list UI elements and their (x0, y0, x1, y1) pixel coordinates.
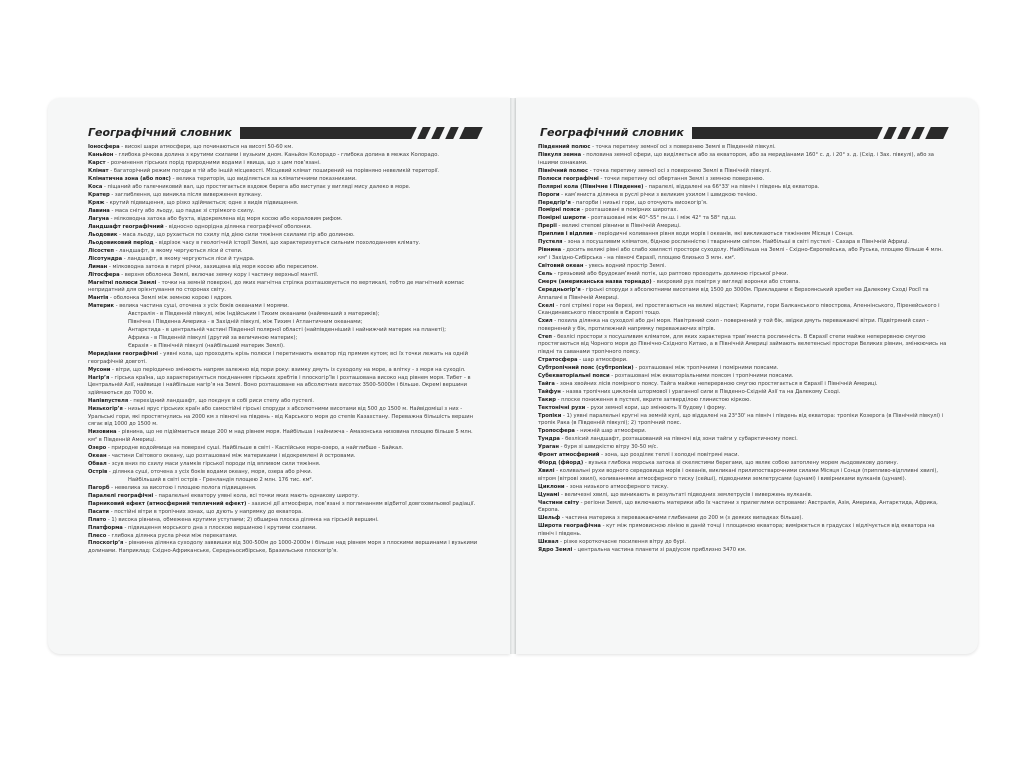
entry-definition: - зсув вниз по схилу маси уламків гірської породи під впливом сили тяжіння. (106, 460, 321, 467)
dictionary-entry (538, 365, 948, 373)
dictionary-entry (88, 200, 480, 208)
entry-definition: Євразія - в Північній півкулі (найбільший материк Землі). (128, 343, 285, 350)
dictionary-entry (538, 168, 948, 176)
dictionary-entry (538, 500, 948, 515)
entry-definition: - крутий підвищення, що різко здіймається; одне з видів підвищення. (104, 199, 299, 206)
open-dictionary-book (48, 98, 978, 654)
entry-term: Плесо (88, 532, 107, 539)
dictionary-entry (88, 445, 480, 453)
entry-definition: - рівнинна ділянка суходолу заввишки від 300-500м до 1000-2000м і більше над рівнем моря з плоскими вершинами і вузькими долинами. Наприклад: Східно-Африканське, Середньосибірське, Бразильське плоскогір’я. (88, 540, 478, 555)
dictionary-entry (88, 493, 480, 501)
entry-term: Тайга (538, 380, 555, 387)
entry-term: Ураган (538, 444, 560, 451)
dictionary-entry (538, 152, 948, 167)
entry-term: Плоскогір’я (88, 540, 124, 547)
entry-definition: - коливальні рухи водного середовища морів і океанів, викликані прилипостварочними силами Місяця і Сонця (припливо-відпливні хвилі), вітром (вітрові хвилі), коливаннями атмосферного тиску (сейші), підводними землетрусами (цунамі) і вивірниками вулканів (цунамі). (538, 468, 939, 482)
left-page-header (84, 124, 480, 142)
entry-term: Кратер (88, 191, 110, 198)
entry-term: Південний полюс (538, 144, 591, 150)
dictionary-entry (538, 413, 948, 428)
entry-term: Півкуля земна (538, 151, 582, 158)
entry-term: Північний полюс (538, 167, 589, 174)
entry-definition: - ландшафт, в якому чергуються ліси й степи. (113, 247, 243, 254)
entry-definition: - вузька глибока морська затока зі скелястими берегами, що являє собою затоплену морем льодовикову долину. (583, 460, 899, 467)
left-page (48, 98, 510, 654)
entry-definition: - половина земної сфери, що виділяється або за екватором, або за меридіанами 160° с. д. і 20° з. д. (Схід. і Зах. півкулі), або за іншими ознаками. (538, 151, 934, 166)
entry-definition: - відрізок часу в геологічній історії Землі, що характеризується сильним похолоданням клімату. (153, 239, 421, 246)
dictionary-entry (88, 429, 480, 444)
entry-definition: - вітри, що періодично змінюють напрям залежно від пори року: взимку дмуть із суходолу на море, а влітку - з моря на суходіл. (110, 366, 466, 373)
dictionary-entry (538, 318, 948, 333)
dictionary-entry (88, 184, 480, 192)
dictionary-entry (538, 539, 948, 547)
dictionary-entry (88, 280, 480, 295)
entry-definition: - нижній шар атмосфери. (574, 428, 647, 435)
dictionary-entry (538, 428, 948, 436)
entry-term: Пагорб (88, 484, 110, 491)
entry-term: Лісотундра (88, 255, 123, 262)
dictionary-entry (88, 295, 480, 303)
dictionary-entry (88, 398, 480, 406)
dictionary-entry (538, 460, 948, 468)
dictionary-entry (538, 200, 948, 208)
dictionary-entry (88, 224, 480, 232)
dictionary-entry (538, 381, 948, 389)
entry-term: Ландшафт географічний (88, 223, 164, 230)
dictionary-entry (88, 485, 480, 493)
entry-definition: - багаторічний режим погоди в тій або іншій місцевості. Місцевий клімат поширений на порівняно невеликій території. (108, 167, 440, 174)
entry-term: Субекваторіальні пояси (538, 372, 610, 379)
entry-definition: - маса снігу або льоду, що падає зі стрімкого схилу. (109, 207, 255, 214)
dictionary-entry (538, 144, 948, 152)
entry-definition: - різке короткочасне посилення вітру до бурі. (558, 538, 687, 545)
entry-term: Плато (88, 516, 107, 523)
left-entries-list (88, 144, 480, 556)
entry-term: Передгір’я (538, 199, 571, 206)
dictionary-entry (88, 264, 480, 272)
entry-definition: - 1) уявні паралельні кругні на земній кулі, що віддалені на 23°30' на північ і південь від екватора: тропіки Козерога (в Північній півкулі) і тропік Рака (в Південній півкулі); 2) тропічний пояс. (538, 412, 944, 427)
entry-definition: - постійні вітри в тропічних зонах, що дують у напрямку до екватора. (109, 508, 303, 515)
dictionary-entry (88, 509, 480, 517)
entry-term: Клімат (88, 167, 109, 174)
entry-definition: - гірські споруди з абсолютними висотами від 1500 до 3000м. Прикладами є Верхоянський хребет на Далекому Сході Росії та Аппалачі в Північній Америці. (538, 286, 929, 301)
dictionary-entry (88, 168, 480, 176)
entry-term: Сель (538, 270, 553, 277)
entry-definition: - мілководна затока в гирлі річки, захищена від моря косою або пересипом. (107, 263, 319, 270)
entry-definition: - буря зі швидкістю вітру 30-50 м/с. (559, 444, 659, 451)
dictionary-entry (538, 239, 948, 247)
entry-definition: Австралія - в Південній півкулі, між Індійським і Тихим океанами (найменший з материків); (128, 311, 380, 318)
dictionary-entry (88, 533, 480, 541)
entry-term: Степ (538, 333, 552, 340)
dictionary-entry (538, 279, 948, 287)
right-page-header (536, 124, 946, 142)
entry-term: Лісостеп (88, 247, 114, 254)
dictionary-entry (538, 484, 948, 492)
entry-term: Полярні кола (Північне і Південне) (538, 183, 644, 190)
entry-definition: - похила ділянка на суходолі або дні моря. Навітряний схил - повернений у той бік, звідки дмуть переважаючі вітри. Підвітряний схил - повернений у бік, протилежний напрямку переважаючих вітрів. (538, 318, 929, 332)
dictionary-entry (88, 192, 480, 200)
entry-definition: - глибока річкова долина з крутими схилами і вузьким дном. Каньйон Колорадо - глибока долина в межах Колорадо. (113, 151, 440, 158)
dictionary-entry (538, 492, 948, 500)
dictionary-entry (538, 176, 948, 184)
entry-definition: - зона хвойних лісів помірного поясу. Тайга майже неперервною смугою простягається в Євразії і Північній Америці. (554, 380, 878, 387)
dictionary-entry (88, 216, 480, 224)
right-page-title: Географічний словник (536, 125, 692, 140)
entry-term: Іоносфера (88, 144, 120, 150)
entry-definition: - захисні дії атмосфери, пов’язані з поглинанням відбитої довгохвильової радіації. (246, 500, 476, 507)
entry-term: Лиман (88, 263, 108, 270)
entry-term: Кряж (88, 199, 105, 206)
entry-definition: - точка перетину земної осі з поверхнею Землі в Південній півкулі. (590, 144, 776, 150)
entry-definition: - безлісий ландшафт, розташований на півночі від зони тайги у субарктичному поясі. (559, 436, 798, 443)
dictionary-entry (538, 405, 948, 413)
entry-term: Мантія (88, 295, 109, 302)
entry-term: Низовина (88, 429, 117, 436)
entry-term: Світовий океан (538, 262, 584, 269)
dictionary-entry (88, 367, 480, 375)
entry-term: Лагуна (88, 215, 109, 222)
dictionary-entry (538, 223, 948, 231)
dictionary-entry (538, 389, 948, 397)
entry-term: Мусони (88, 366, 111, 373)
entry-definition: - зона з посушливим кліматом, бідною рослинністю і тваринним світом. Найбільші в світі пустелі - Сахара в Північній Африці. (562, 239, 910, 246)
entry-definition: - паралелі, віддалені на 66°33' на північ і південь від екватора. (643, 183, 820, 190)
dictionary-entry (538, 523, 948, 538)
entry-definition: Північна і Південна Америка - в Західній півкулі, між Тихим і Атлантичним океанами; (128, 319, 363, 326)
dictionary-entry (538, 436, 948, 444)
dictionary-entry (88, 319, 480, 327)
entry-definition: - природне водоймище на поверхні суші. Найбільше в світі - Каспійське море-озеро, а найглибше - Байкал. (106, 444, 404, 451)
dictionary-entry (538, 373, 948, 381)
entry-definition: - досить великі рівні або слабо хвилясті простори суходолу. Найбільша на Землі - Східно-Європейська, або Руська, площею більше 4 млн. км² і Західно-Сибірська - на півночі Євразії, площею близько 3 млн. км². (538, 247, 943, 261)
entry-term: Стратосфера (538, 356, 578, 363)
dictionary-entry (538, 468, 948, 483)
entry-definition: - мілководна затока або бухта, відокремлена від моря косою або кораловим рифом. (109, 215, 343, 222)
entry-term: Лавина (88, 207, 110, 214)
entry-term: Полюси географічні (538, 175, 599, 182)
entry-definition: - уявні кола, що проходять крізь полюси і перетинають екватор під прямим кутом; всі їх точки лежать на одній географічній довготі. (88, 351, 468, 365)
entry-definition: - регіони Землі, що включають материки або їх частини з прилеглими островами: Австралія, Азія, Америка, Антарктида, Африка, Європа. (538, 499, 938, 514)
entry-definition: - періодичні коливання рівня води морів і океанів, які викликаються тяжінням Місяця і Сонця. (592, 231, 854, 238)
entry-definition: - розташовані між екваторіальними поясом і тропічними поясами. (609, 372, 794, 379)
entry-definition: - розташовані в помірних широтах. (580, 207, 679, 214)
entry-definition: - голі стрімкі гори на березі, які простягаються на великі відстані; Карпати, гори Балканського півострова, Апеннінського, Піренейського і Скандинавського півостровів в Європі тощо. (538, 302, 940, 317)
entry-term: Обвал (88, 460, 107, 467)
entry-term: Помірні широти (538, 215, 586, 222)
right-page (516, 98, 978, 654)
entry-definition: - паралельні екватору уявні кола, всі точки яких мають однакову широту. (153, 492, 360, 499)
dictionary-entry (88, 303, 480, 311)
entry-definition: - частина материка з переважаючими глибинами до 200 м (з деяких випадках більше). (560, 515, 804, 522)
dictionary-entry (538, 334, 948, 357)
entry-definition: - рухи земної кори, що змінюють її будову і форму. (585, 404, 727, 411)
dictionary-entry (88, 176, 480, 184)
entry-term: Пустеля (538, 239, 563, 246)
entry-definition: - точки перетину осі обертання Землі з земною поверхнею. (598, 175, 765, 182)
entry-term: Коса (88, 183, 103, 190)
entry-term: Тектонічні рухи (538, 404, 586, 411)
entry-definition: - зона, що розділяє теплі і холодні повітряні маси. (599, 452, 740, 459)
entry-definition: - глибока ділянка русла річки між перекатами. (106, 532, 238, 539)
entry-term: Карст (88, 159, 106, 166)
entry-definition: - піщаний або галечниковий вал, що простягається вздовж берега або виступає у вигляді мису далеко в море. (102, 183, 411, 190)
entry-definition: - рівнина, що не підіймається вище 200 м над рівнем моря. Найбільша і найнижча - Амазонська низовина площею більше 5 млн. км² в Південній Америці. (88, 429, 473, 443)
entry-definition: - частини Світового океану, що розташовані між материками і відокремлені й островами. (106, 452, 356, 459)
dictionary-entry (88, 469, 480, 477)
entry-term: Льодовиковий період (88, 239, 154, 246)
dictionary-entry (88, 501, 480, 509)
dictionary-entry (88, 406, 480, 429)
entry-term: Фронт атмосферний (538, 452, 600, 459)
entry-definition: - перехідний ландшафт, що поєднує в собі риси степу або пустелі. (128, 397, 314, 404)
entry-definition: - увесь водний простір Землі. (583, 262, 667, 269)
dictionary-entry (88, 240, 480, 248)
dictionary-entry (88, 517, 480, 525)
entry-definition: - велика частина суші, оточена з усіх боків океанами і морями. (114, 303, 289, 310)
entry-term: Тропосфера (538, 428, 575, 435)
dictionary-entry (538, 271, 948, 279)
entry-term: Помірні пояси (538, 207, 580, 214)
dictionary-entry (538, 192, 948, 200)
dictionary-entry (538, 515, 948, 523)
dictionary-entry (88, 208, 480, 216)
entry-term: Прерії (538, 223, 557, 230)
entry-term: Озеро (88, 444, 107, 451)
entry-term: Магнітні полюси Землі (88, 279, 157, 286)
dictionary-entry (88, 453, 480, 461)
entry-definition: - низькі ярус гірських країн або самостійні гірські споруди з абсолютними висотами від 500 до 1500 м. Найвідоміші з них - Уральські гори, які простягнулись на 2000 км з півночі на південь - від Карського моря до степів Казахстану. Переважна більшість вершин сягає від 1000 до 1500 м. (88, 405, 473, 428)
dictionary-entry (538, 184, 948, 192)
entry-term: Материк (88, 303, 115, 310)
entry-term: Нагір’я (88, 374, 110, 381)
dictionary-entry (88, 327, 480, 335)
dictionary-entry (88, 335, 480, 343)
dictionary-entry (88, 152, 480, 160)
entry-term: Пасати (88, 508, 110, 515)
entry-definition: - пагорби і низькі гори, що оточують високогір’я. (570, 199, 708, 206)
entry-term: Тундра (538, 436, 560, 443)
entry-definition: - гірська країна, що характеризується поєднанням гірських хребтів і плоскогір’їв і розташована високо над рівнем моря. Тибет - в Центральній Азії, найвище і найбільше нагір’я на Землі. Воно розташоване на абсолютних висотах 3500-5000м і більше. Окремі вершини здіймаються до 7000 м. (88, 374, 471, 396)
dictionary-entry (88, 232, 480, 240)
entry-term: Літосфера (88, 271, 120, 278)
entry-definition: - ландшафт, в якому чергуються ліси й тундра. (122, 255, 255, 262)
left-page-title: Географічний словник (84, 125, 240, 140)
entry-definition: Найбільший в світі острів - Гренландія площею 2 млн. 176 тис. км². (128, 476, 314, 483)
entry-term: Частини світу (538, 499, 579, 506)
entry-definition: - великі степові рівнини в Північній Америці. (556, 223, 681, 230)
dictionary-entry (88, 540, 480, 555)
entry-term: Океан (88, 452, 107, 459)
dictionary-entry (538, 215, 948, 223)
entry-definition: - високі шари атмосфери, що починаються на висоті 50-60 км. (119, 144, 293, 150)
entry-definition: - безлісі простори з посушливим кліматом, для яких характерна трав’яниста рослинність. В Євразії степи майже неперервною смугою простягаються від Чорного моря до Північно-Східного Китаю, а в Північній Америці займають велетенські простори Великих рівнин, змінюючись на півдні та саванами тропічного поясу. (538, 333, 947, 355)
entry-definition: - плоске пониження в пустелі, вкрите затверділою глинистою кіркою. (555, 396, 752, 403)
dictionary-entry (538, 397, 948, 405)
entry-term: Скелі (538, 302, 555, 309)
entry-term: Парниковий ефект (атмосферний тепличний ефект) (88, 500, 247, 507)
entry-term: Платформа (88, 524, 123, 531)
entry-term: Рівнина (538, 247, 562, 254)
entry-definition: - розташовані між 40°-55° пн.ш. і між 42° та 58° пд.ш. (585, 215, 737, 222)
entry-definition: - розташовані між тропічними і помірними поясами. (633, 364, 779, 371)
dictionary-entry (88, 272, 480, 280)
entry-term: Шельф (538, 515, 561, 522)
entry-term: Субтропічний пояс (субтропіки) (538, 364, 634, 371)
dictionary-entry (88, 343, 480, 351)
dictionary-entry (538, 357, 948, 365)
entry-definition: - точки на земній поверхні, до яких магнітна стрілка розташовується по вертикалі, тобто де магнітний компас непридатний для орієнтування по сторонах світу. (88, 279, 465, 294)
entry-term: Меридіани географічні (88, 351, 159, 358)
dictionary-entry (88, 351, 480, 366)
entry-definition: - велика територія, що виділяється за кліматичними показниками. (170, 175, 357, 182)
entry-definition: - назва тропічних циклонів штормової і ураганної сили в Південно-Східній Азії та на Далекому Сході. (560, 388, 841, 395)
header-stripes (406, 126, 476, 140)
entry-term: Низькогір’я (88, 405, 123, 412)
dictionary-entry (538, 207, 948, 215)
entry-term: Каньйон (88, 151, 114, 158)
right-entries-list (538, 144, 948, 555)
entry-term: Циклони (538, 483, 565, 490)
entry-definition: - верхня оболонка Землі, включає земну кору і частину верхньої мантії. (119, 271, 319, 278)
entry-term: Острів (88, 468, 108, 475)
entry-term: Паралелі географічні (88, 492, 154, 499)
entry-definition: - шар атмосфери. (577, 356, 628, 363)
entry-definition: - невелика за висотою і площею полога підвищення. (109, 484, 257, 491)
header-stripes (872, 126, 942, 140)
entry-term: Широта географічна (538, 523, 601, 530)
dictionary-entry (538, 287, 948, 302)
entry-term: Пороги (538, 191, 560, 198)
entry-definition: - вихровий рух повітря у вигляді воронки або стовпа. (651, 278, 801, 285)
entry-term: Смерч (американська назва торнадо) (538, 278, 652, 285)
entry-term: Цунамі (538, 491, 560, 498)
entry-definition: - заглиблення, що виникла після виверження вулкану. (109, 191, 263, 198)
dictionary-entry (88, 375, 480, 398)
dictionary-entry (88, 525, 480, 533)
entry-term: Ядро Землі (538, 546, 573, 553)
entry-definition: Африка - в Південній півкулі (другий за величиною материк); (128, 335, 298, 342)
entry-definition: - ділянка суші, оточена з усіх боків водами океану, моря, озера або річки. (107, 468, 313, 475)
entry-term: Хвилі (538, 468, 555, 475)
entry-term: Напівпустеля (88, 397, 129, 404)
dictionary-entry (538, 452, 948, 460)
entry-term: Схил (538, 318, 553, 325)
entry-term: Кліматична зона (або пояс) (88, 175, 171, 182)
entry-definition: - грязьовий або брудокам’яний потік, що раптово проходить долиною гірської річки. (552, 270, 789, 277)
entry-definition: - 1) висока рівнина, обмежена крутими уступами; 2) обширна плоска ділянка на гірській вершині. (106, 516, 379, 523)
dictionary-entry (88, 160, 480, 168)
entry-term: Такир (538, 396, 556, 403)
entry-term: Шквал (538, 538, 559, 545)
dictionary-entry (538, 444, 948, 452)
dictionary-entry (538, 231, 948, 239)
entry-definition: - підвищення морського дна з плоскою вершиною і крутими схилами. (122, 524, 317, 531)
entry-definition: - відносно однорідна ділянка географічної оболонки. (163, 223, 312, 230)
dictionary-entry (538, 247, 948, 262)
dictionary-entry (88, 144, 480, 152)
entry-term: Фіорд (фйорд) (538, 460, 584, 467)
entry-term: Середньогір’я (538, 286, 581, 293)
dictionary-entry (538, 303, 948, 318)
entry-definition: - точка перетину земної осі з поверхнею Землі в Північній півкулі. (588, 167, 772, 174)
dictionary-entry (88, 248, 480, 256)
entry-definition: - центральна частина планети зі радіусом приблизно 3470 км. (572, 546, 747, 553)
entry-term: Тропіки (538, 412, 562, 419)
dictionary-entry (88, 461, 480, 469)
dictionary-entry (88, 311, 480, 319)
entry-term: Льодовик (88, 231, 118, 238)
entry-term: Тайфун (538, 388, 561, 395)
dictionary-entry (88, 256, 480, 264)
entry-definition: Антарктида - в центральній частині Південної полярної області (найпівденніший і найнижчий материк на планеті); (128, 327, 447, 334)
entry-definition: - оболонка Землі між земною корою і ядром. (108, 295, 233, 302)
entry-definition: - кам’яниста ділянка в руслі річки з великим ухилом і швидкою течією. (559, 191, 757, 198)
entry-term: Приплив і відплив (538, 231, 593, 238)
entry-definition: - розчинення гірських порід природними водами і явища, що з цим пов’язані. (105, 159, 321, 166)
dictionary-entry (538, 263, 948, 271)
dictionary-entry (538, 547, 948, 555)
entry-definition: - величезні хвилі, що виникають в результаті підводних землетрусів і вивержень вулканів. (559, 491, 813, 498)
entry-definition: - маса льоду, що рухається по схилу під дією сили тяжіння схилами гір або долиною. (117, 231, 355, 238)
entry-definition: - зона низького атмосферного тиску. (564, 483, 669, 490)
entry-definition: - кут між прямовисною лінією в даній точці і площиною екватора; вимірюється в градусах і відлічується від екватора на північ і південь. (538, 523, 935, 537)
dictionary-entry (88, 477, 480, 485)
